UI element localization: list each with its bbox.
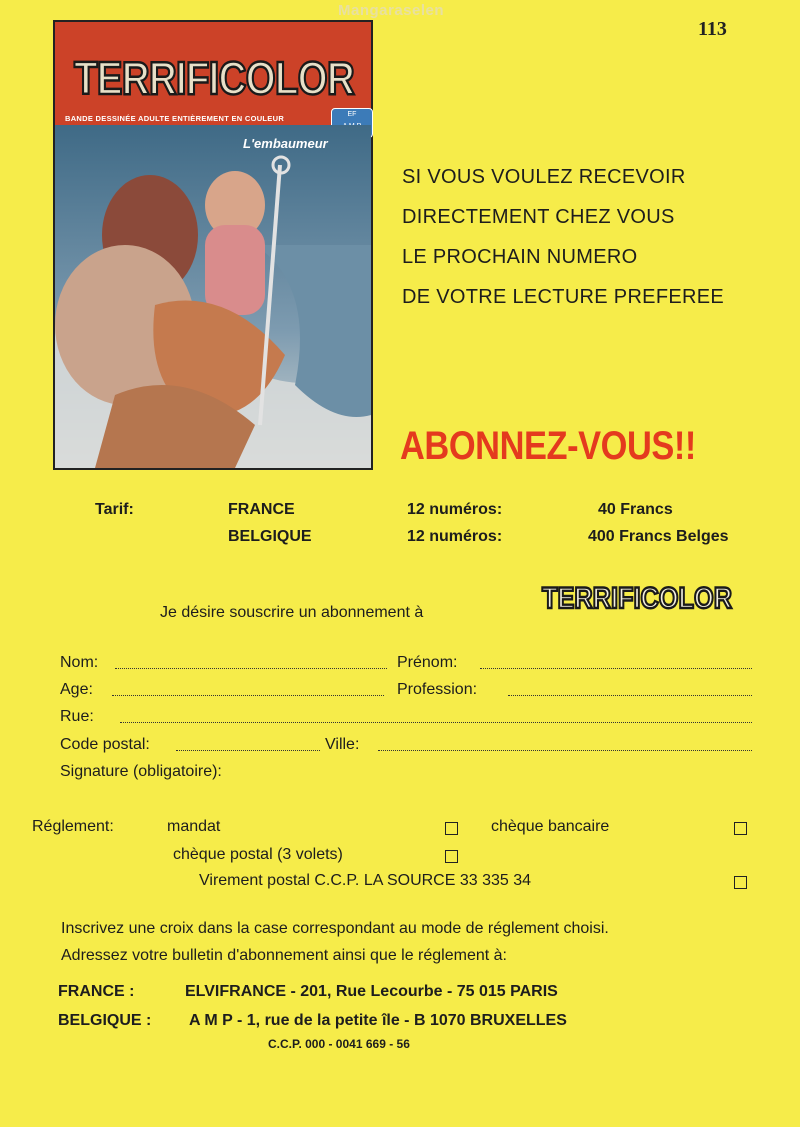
cover-artwork <box>55 125 371 468</box>
cover-logo-text: TERRIFICOLOR <box>74 52 355 104</box>
nom-label: Nom: <box>60 654 99 671</box>
ville-label: Ville: <box>325 736 360 753</box>
virement-label: Virement postal C.C.P. LA SOURCE 33 335 34 <box>199 872 532 889</box>
cheque-postal-label: chèque postal (3 volets) <box>173 846 343 863</box>
tariff-price: 40 Francs <box>598 501 673 518</box>
mandat-checkbox[interactable] <box>445 822 458 835</box>
prenom-field[interactable] <box>480 668 752 669</box>
cover-story-title: L'embaumeur <box>243 136 328 151</box>
ccp-number: C.C.P. 000 - 0041 669 - 56 <box>268 1037 410 1051</box>
virement-checkbox[interactable] <box>734 876 747 889</box>
code-postal-field[interactable] <box>176 750 320 751</box>
cover-logo <box>69 42 359 112</box>
subscription-statement: Je désire souscrire un abonnement à <box>160 604 424 621</box>
payment-label: Réglement: <box>32 818 114 835</box>
cheque-postal-checkbox[interactable] <box>445 850 458 863</box>
tariff-issues: 12 numéros: <box>407 501 503 518</box>
nom-field[interactable] <box>115 668 387 669</box>
badge-line-1: EF <box>347 111 357 118</box>
code-postal-label: Code postal: <box>60 736 150 753</box>
rue-field[interactable] <box>120 722 752 723</box>
cheque-bancaire-checkbox[interactable] <box>734 822 747 835</box>
terrificolor-logo <box>540 572 735 622</box>
terrificolor-logo-text: TERRIFICOLOR <box>542 582 733 615</box>
rue-label: Rue: <box>60 708 94 725</box>
watermark: Mangaraselen <box>338 2 445 19</box>
cheque-bancaire-label: chèque bancaire <box>491 818 610 835</box>
prenom-label: Prénom: <box>397 654 458 671</box>
tariff-issues: 12 numéros: <box>407 528 503 545</box>
profession-label: Profession: <box>397 681 478 698</box>
tariff-label: Tarif: <box>95 501 134 518</box>
pitch-text <box>402 157 782 317</box>
age-label: Age: <box>60 681 93 698</box>
ville-field[interactable] <box>378 750 752 751</box>
subscribe-headline: ABONNEZ-VOUS!! <box>400 424 696 468</box>
instruction-line: Adressez votre bulletin d'abonnement ainsi que le réglement à: <box>61 947 507 964</box>
pitch-line: LE PROCHAIN NUMERO <box>402 246 638 268</box>
address-line: ELVIFRANCE - 201, Rue Lecourbe - 75 015 PARIS <box>185 983 558 1000</box>
pitch-line: DE VOTRE LECTURE PREFEREE <box>402 286 725 308</box>
page-number: 113 <box>698 18 727 40</box>
address-line: A M P - 1, rue de la petite île - B 1070 BRUXELLES <box>189 1012 567 1029</box>
pitch-line: DIRECTEMENT CHEZ VOUS <box>402 206 675 228</box>
profession-field[interactable] <box>508 695 752 696</box>
mandat-label: mandat <box>167 818 221 835</box>
tariff-country: FRANCE <box>228 501 295 518</box>
address-country: BELGIQUE : <box>58 1012 152 1029</box>
tariff-country: BELGIQUE <box>228 528 312 545</box>
address-country: FRANCE : <box>58 983 135 1000</box>
magazine-cover <box>53 20 373 470</box>
pitch-line: SI VOUS VOULEZ RECEVOIR <box>402 166 686 188</box>
signature-label: Signature (obligatoire): <box>60 763 222 780</box>
cover-tagline: BANDE DESSINÉE ADULTE ENTIÈREMENT EN COULEUR <box>65 114 285 123</box>
instruction-line: Inscrivez une croix dans la case correspondant au mode de réglement choisi. <box>61 920 609 937</box>
age-field[interactable] <box>112 695 384 696</box>
tariff-price: 400 Francs Belges <box>588 528 729 545</box>
